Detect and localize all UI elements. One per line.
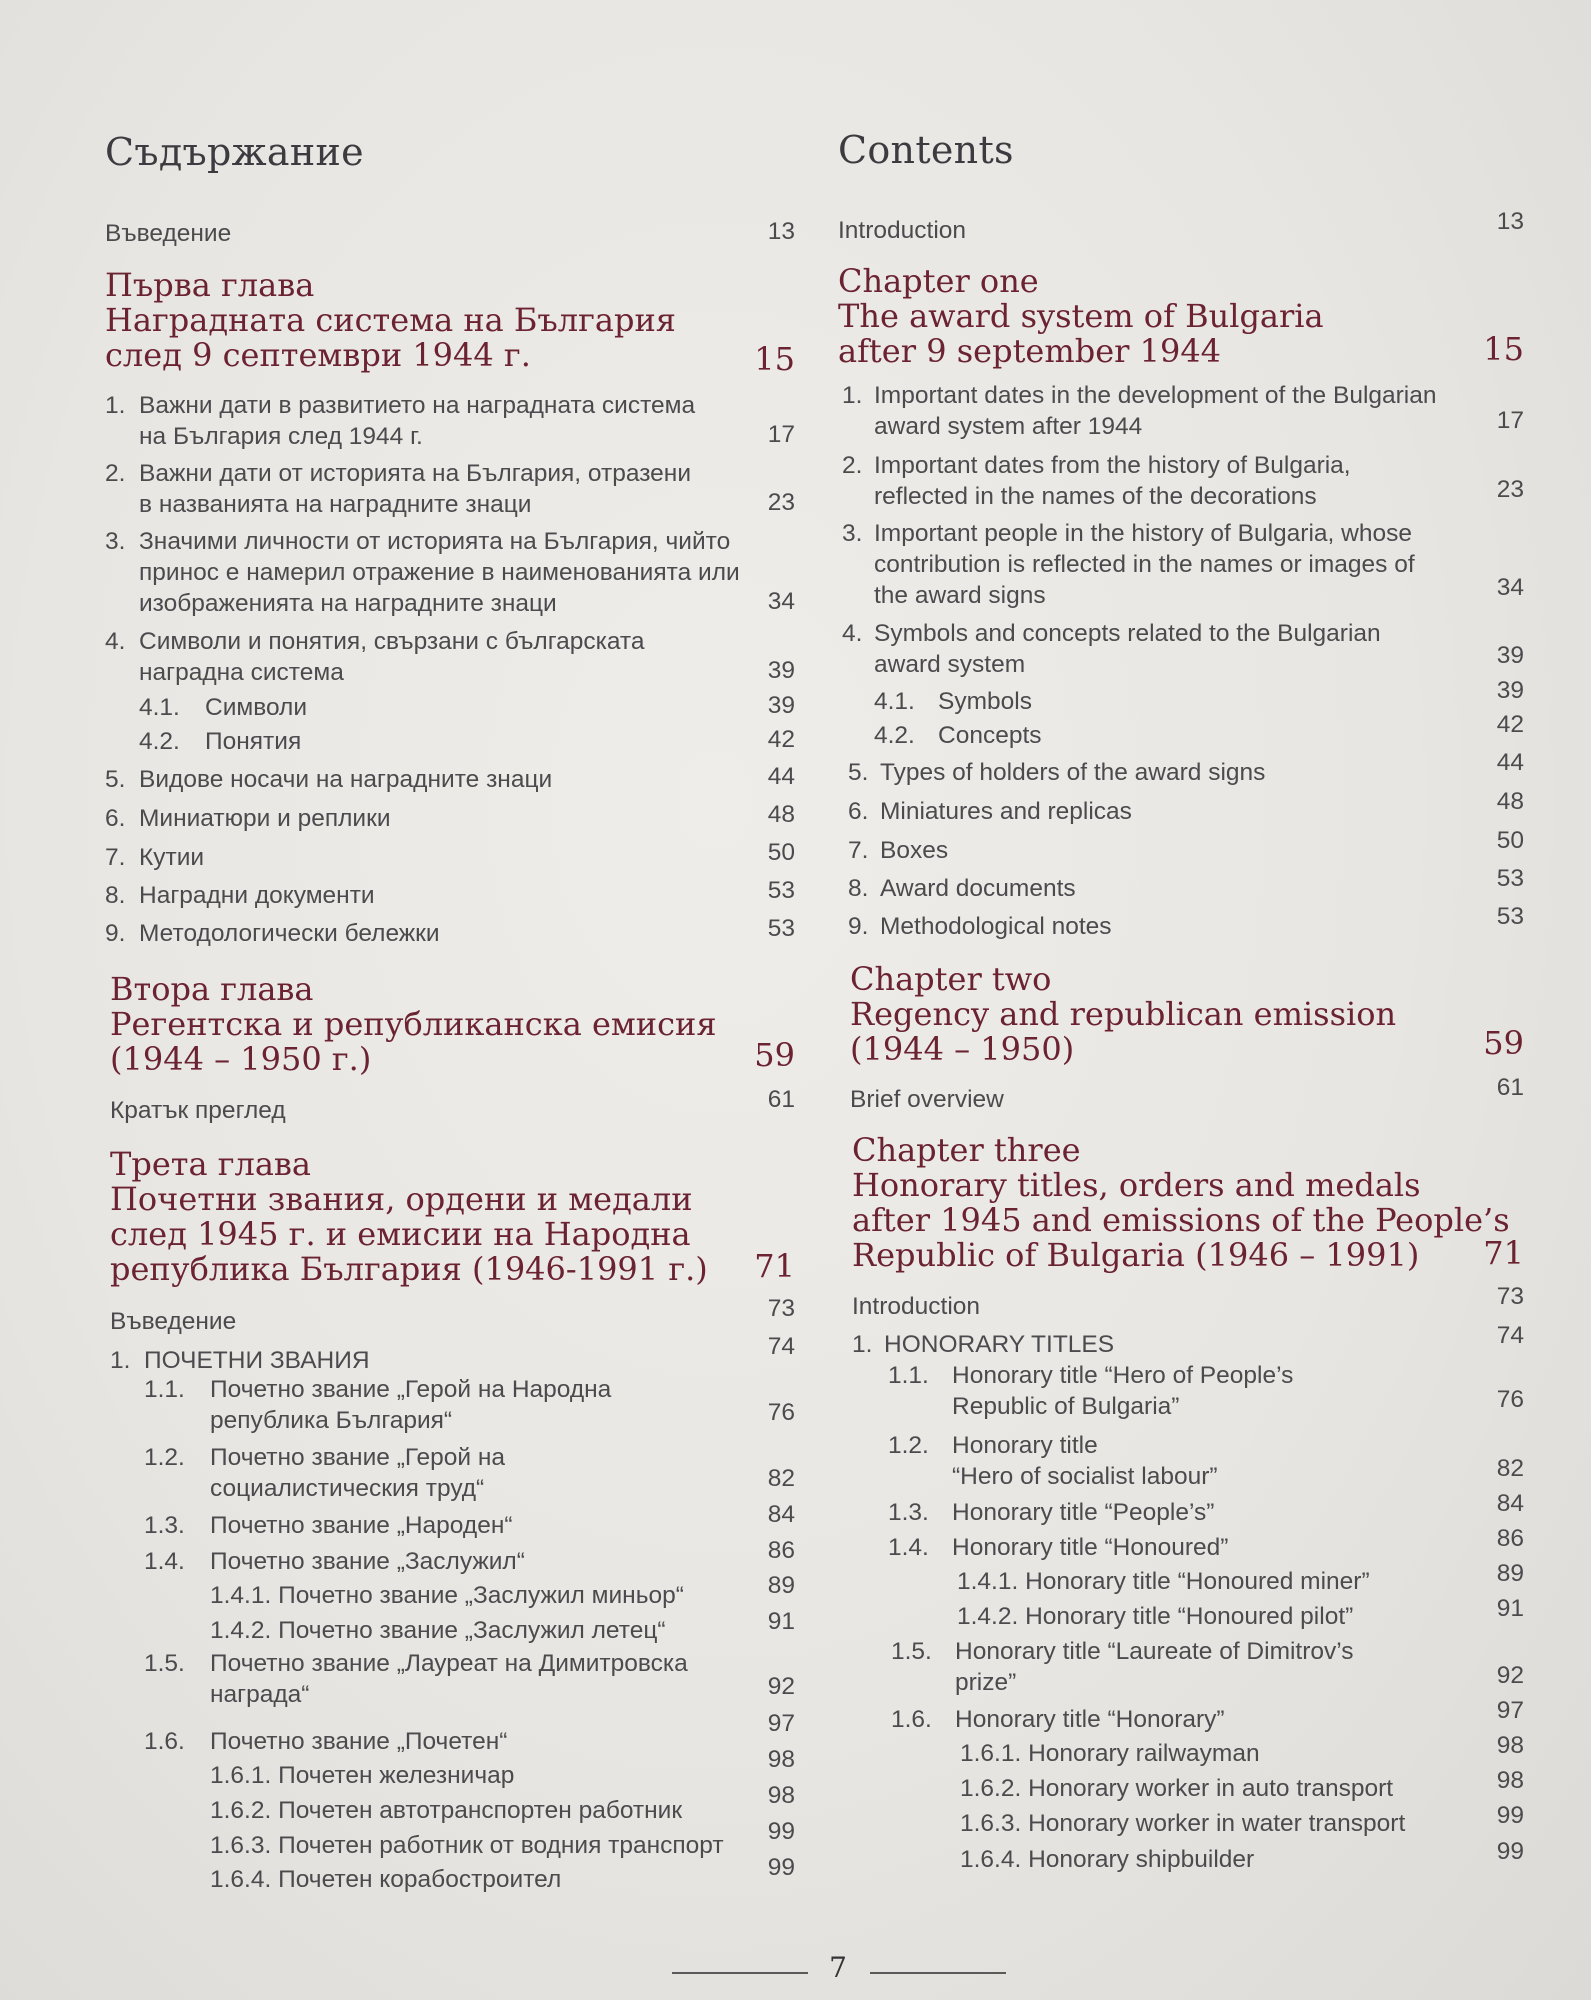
toc-entry: 2. Важни дати от историята на България, отразени в названията на наградните знаци bbox=[105, 460, 692, 518]
toc-entry: 1.4.2. Почетно звание „Заслужил летец“ bbox=[210, 1617, 666, 1644]
page-ref: 44 bbox=[1496, 749, 1524, 776]
page-ref: 44 bbox=[767, 763, 795, 790]
chapter-label: Chapter three bbox=[852, 1131, 1081, 1169]
chapter-label: Chapter two bbox=[850, 960, 1052, 998]
page-ref: 17 bbox=[1496, 407, 1524, 434]
page-ref: 86 bbox=[767, 1537, 795, 1564]
toc-entry: 1. Важни дати в развитието на наградната система на България след 1944 г. bbox=[105, 392, 696, 450]
footer-rule-left bbox=[672, 1972, 808, 1974]
page-ref: 13 bbox=[767, 218, 795, 245]
page-ref: 42 bbox=[1496, 711, 1524, 738]
toc-heading-bg: Съдържание bbox=[105, 130, 364, 174]
page-ref: 98 bbox=[1496, 1767, 1524, 1794]
toc-entry: 4. Symbols and concepts related to the Bulgarian award system bbox=[842, 620, 1381, 678]
toc-entry: 1.1. Honorary title “Hero of People’s Republic of Bulgaria” bbox=[888, 1362, 1294, 1420]
page-ref: 74 bbox=[1496, 1322, 1524, 1349]
page-ref: 34 bbox=[767, 588, 795, 615]
toc-entry: 1. ПОЧЕТНИ ЗВАНИЯ bbox=[110, 1347, 370, 1374]
page-ref: 92 bbox=[1496, 1662, 1524, 1689]
chapter-three-title-en bbox=[852, 1133, 1510, 1273]
toc-entry: 1.2. Почетно звание „Герой на социалистическия труд“ bbox=[144, 1444, 506, 1502]
chapter-two-title-bg bbox=[110, 972, 717, 1077]
toc-entry: 1.6.4. Почетен корабостроител bbox=[210, 1866, 562, 1893]
page-ref: 48 bbox=[1496, 788, 1524, 815]
toc-entry: 4.1. Символи bbox=[139, 694, 308, 721]
toc-entry: 1. HONORARY TITLES bbox=[852, 1331, 1115, 1358]
toc-entry-intro: Introduction bbox=[852, 1293, 981, 1320]
toc-entry: 6. Миниатюри и реплики bbox=[105, 805, 391, 832]
page-ref: 39 bbox=[767, 657, 795, 684]
toc-entry: 1.1. Почетно звание „Герой на Народна република България“ bbox=[144, 1376, 612, 1434]
page-ref: 50 bbox=[1496, 827, 1524, 854]
chapter-page-ref: 71 bbox=[1483, 1234, 1524, 1272]
toc-entry: 4.2. Понятия bbox=[139, 728, 302, 755]
toc-heading-en: Contents bbox=[838, 128, 1014, 172]
toc-entry: 2. Important dates from the history of Bulgaria, reflected in the names of the decorations bbox=[842, 452, 1351, 510]
page-ref: 61 bbox=[767, 1086, 795, 1113]
toc-entry: 1.5. Honorary title “Laureate of Dimitrov’s prize” bbox=[891, 1638, 1354, 1696]
page-ref: 23 bbox=[1496, 476, 1524, 503]
chapter-title-line: Почетни звания, ордени и медали bbox=[110, 1180, 693, 1218]
page-ref: 98 bbox=[767, 1782, 795, 1809]
page-ref: 82 bbox=[767, 1465, 795, 1492]
page-ref: 53 bbox=[767, 877, 795, 904]
toc-entry: 3. Important people in the history of Bulgaria, whose contribution is reflected in the names or images of the award signs bbox=[842, 520, 1415, 609]
chapter-three-title-bg bbox=[110, 1147, 708, 1287]
chapter-title-line: after 1945 and emissions of the People’s bbox=[852, 1201, 1510, 1239]
toc-entry: 1.6.1. Honorary railwayman bbox=[960, 1740, 1260, 1767]
toc-entry: 1.3. Honorary title “People’s” bbox=[888, 1499, 1215, 1526]
chapter-title-line: The award system of Bulgaria bbox=[838, 297, 1324, 335]
page-ref: 39 bbox=[767, 692, 795, 719]
toc-entry: 9. Methodological notes bbox=[848, 913, 1112, 940]
page-ref: 99 bbox=[1496, 1838, 1524, 1865]
page-ref: 39 bbox=[1496, 677, 1524, 704]
chapter-one-title-en bbox=[838, 264, 1324, 369]
toc-entry: 1.6.2. Почетен автотранспортен работник bbox=[210, 1797, 683, 1824]
page-ref: 99 bbox=[1496, 1802, 1524, 1829]
toc-entry: 1.4.1. Honorary title “Honoured miner” bbox=[957, 1568, 1370, 1595]
toc-entry: 4. Символи и понятия, свързани с българската наградна система bbox=[105, 628, 645, 686]
page-ref: 23 bbox=[767, 489, 795, 516]
chapter-label: Първа глава bbox=[105, 266, 315, 304]
page-ref: 91 bbox=[767, 1608, 795, 1635]
toc-entry: 1.6. Почетно звание „Почетен“ bbox=[144, 1728, 508, 1755]
toc-entry: 1.6.3. Honorary worker in water transport bbox=[960, 1810, 1406, 1837]
toc-entry-brief: Кратък преглед bbox=[110, 1097, 286, 1124]
toc-entry: 1.4. Почетно звание „Заслужил“ bbox=[144, 1548, 525, 1575]
toc-entry: 1.6.3. Почетен работник от водния транспорт bbox=[210, 1832, 724, 1859]
page-number: 7 bbox=[829, 1951, 847, 1984]
chapter-title-line: Honorary titles, orders and medals bbox=[852, 1166, 1421, 1204]
page-ref: 73 bbox=[767, 1295, 795, 1322]
toc-entry-intro: Въведение bbox=[110, 1308, 237, 1335]
chapter-page-ref: 59 bbox=[1483, 1024, 1524, 1062]
chapter-label: Chapter one bbox=[838, 262, 1039, 300]
toc-entry: 1.4.1. Почетно звание „Заслужил миньор“ bbox=[210, 1582, 684, 1609]
page-ref: 61 bbox=[1496, 1074, 1524, 1101]
chapter-title-line: Republic of Bulgaria (1946 – 1991) bbox=[852, 1236, 1420, 1274]
page-ref: 17 bbox=[767, 421, 795, 448]
toc-entry: 1.6.2. Honorary worker in auto transport bbox=[960, 1775, 1394, 1802]
page-ref: 89 bbox=[1496, 1560, 1524, 1587]
toc-entry: 3. Значими личности от историята на България, чийто принос е намерил отражение в наименованията или изображенията на наградните знаци bbox=[105, 528, 740, 617]
toc-entry: 1.2. Honorary title “Hero of socialist labour” bbox=[888, 1432, 1218, 1490]
toc-entry-intro: Въведение bbox=[105, 220, 232, 247]
page-ref: 97 bbox=[1496, 1697, 1524, 1724]
page-ref: 53 bbox=[1496, 903, 1524, 930]
toc-entry: 8. Наградни документи bbox=[105, 882, 375, 909]
toc-entry: 7. Кутии bbox=[105, 844, 205, 871]
page-ref: 74 bbox=[767, 1333, 795, 1360]
chapter-page-ref: 59 bbox=[754, 1036, 795, 1074]
toc-entry: 4.2. Concepts bbox=[874, 722, 1042, 749]
chapter-title-line: след 1945 г. и емисии на Народна bbox=[110, 1215, 691, 1253]
toc-entry-brief: Brief overview bbox=[850, 1086, 1004, 1113]
page-ref: 99 bbox=[767, 1818, 795, 1845]
toc-entry: 1.4.2. Honorary title “Honoured pilot” bbox=[957, 1603, 1354, 1630]
toc-entry: 1.5. Почетно звание „Лауреат на Димитровска награда“ bbox=[144, 1650, 688, 1708]
page-ref: 89 bbox=[767, 1572, 795, 1599]
toc-entry: 5. Видове носачи на наградните знаци bbox=[105, 766, 553, 793]
page-ref: 42 bbox=[767, 726, 795, 753]
page-ref: 97 bbox=[767, 1710, 795, 1737]
chapter-page-ref: 15 bbox=[1483, 330, 1524, 368]
chapter-label: Втора глава bbox=[110, 970, 314, 1008]
page-ref: 53 bbox=[767, 915, 795, 942]
toc-entry: 1.6. Honorary title “Honorary” bbox=[891, 1706, 1225, 1733]
toc-entry: 6. Miniatures and replicas bbox=[848, 798, 1132, 825]
toc-entry: 1.6.1. Почетен железничар bbox=[210, 1762, 515, 1789]
page-ref: 13 bbox=[1496, 208, 1524, 235]
chapter-page-ref: 71 bbox=[754, 1247, 795, 1285]
toc-entry: 1.4. Honorary title “Honoured” bbox=[888, 1534, 1229, 1561]
chapter-page-ref: 15 bbox=[754, 340, 795, 378]
page-ref: 39 bbox=[1496, 642, 1524, 669]
page-ref: 86 bbox=[1496, 1525, 1524, 1552]
toc-entry: 9. Методологически бележки bbox=[105, 920, 440, 947]
page-ref: 84 bbox=[767, 1501, 795, 1528]
toc-entry: 1.6.4. Honorary shipbuilder bbox=[960, 1846, 1255, 1873]
chapter-title-line: after 9 september 1944 bbox=[838, 332, 1222, 370]
toc-entry: 8. Award documents bbox=[848, 875, 1076, 902]
chapter-title-line: след 9 септември 1944 г. bbox=[105, 336, 531, 374]
toc-entry: 1.3. Почетно звание „Народен“ bbox=[144, 1512, 513, 1539]
page-ref: 50 bbox=[767, 839, 795, 866]
chapter-title-line: Наградната система на България bbox=[105, 301, 676, 339]
chapter-label: Трета глава bbox=[110, 1145, 311, 1183]
page-ref: 91 bbox=[1496, 1595, 1524, 1622]
chapter-title-line: република България (1946-1991 г.) bbox=[110, 1250, 708, 1288]
page-ref: 84 bbox=[1496, 1490, 1524, 1517]
page-ref: 99 bbox=[767, 1854, 795, 1881]
chapter-title-line: (1944 – 1950 г.) bbox=[110, 1040, 372, 1078]
page-ref: 76 bbox=[1496, 1386, 1524, 1413]
toc-entry: 7. Boxes bbox=[848, 837, 949, 864]
page-ref: 53 bbox=[1496, 865, 1524, 892]
page-ref: 76 bbox=[767, 1399, 795, 1426]
page-ref: 73 bbox=[1496, 1283, 1524, 1310]
toc-entry-intro: Introduction bbox=[838, 217, 967, 244]
footer-rule-right bbox=[870, 1972, 1006, 1974]
toc-entry: 4.1. Symbols bbox=[874, 688, 1032, 715]
page-ref: 92 bbox=[767, 1673, 795, 1700]
page-ref: 82 bbox=[1496, 1455, 1524, 1482]
page-ref: 48 bbox=[767, 801, 795, 828]
page-ref: 98 bbox=[767, 1746, 795, 1773]
chapter-one-title-bg bbox=[105, 268, 676, 373]
page-ref: 34 bbox=[1496, 574, 1524, 601]
toc-entry: 5. Types of holders of the award signs bbox=[848, 759, 1266, 786]
chapter-two-title-en bbox=[850, 962, 1396, 1067]
toc-entry: 1. Important dates in the development of the Bulgarian award system after 1944 bbox=[842, 382, 1437, 440]
chapter-title-line: Регентска и републиканска емисия bbox=[110, 1005, 717, 1043]
page-ref: 98 bbox=[1496, 1732, 1524, 1759]
chapter-title-line: (1944 – 1950) bbox=[850, 1030, 1075, 1068]
chapter-title-line: Regency and republican emission bbox=[850, 995, 1397, 1033]
